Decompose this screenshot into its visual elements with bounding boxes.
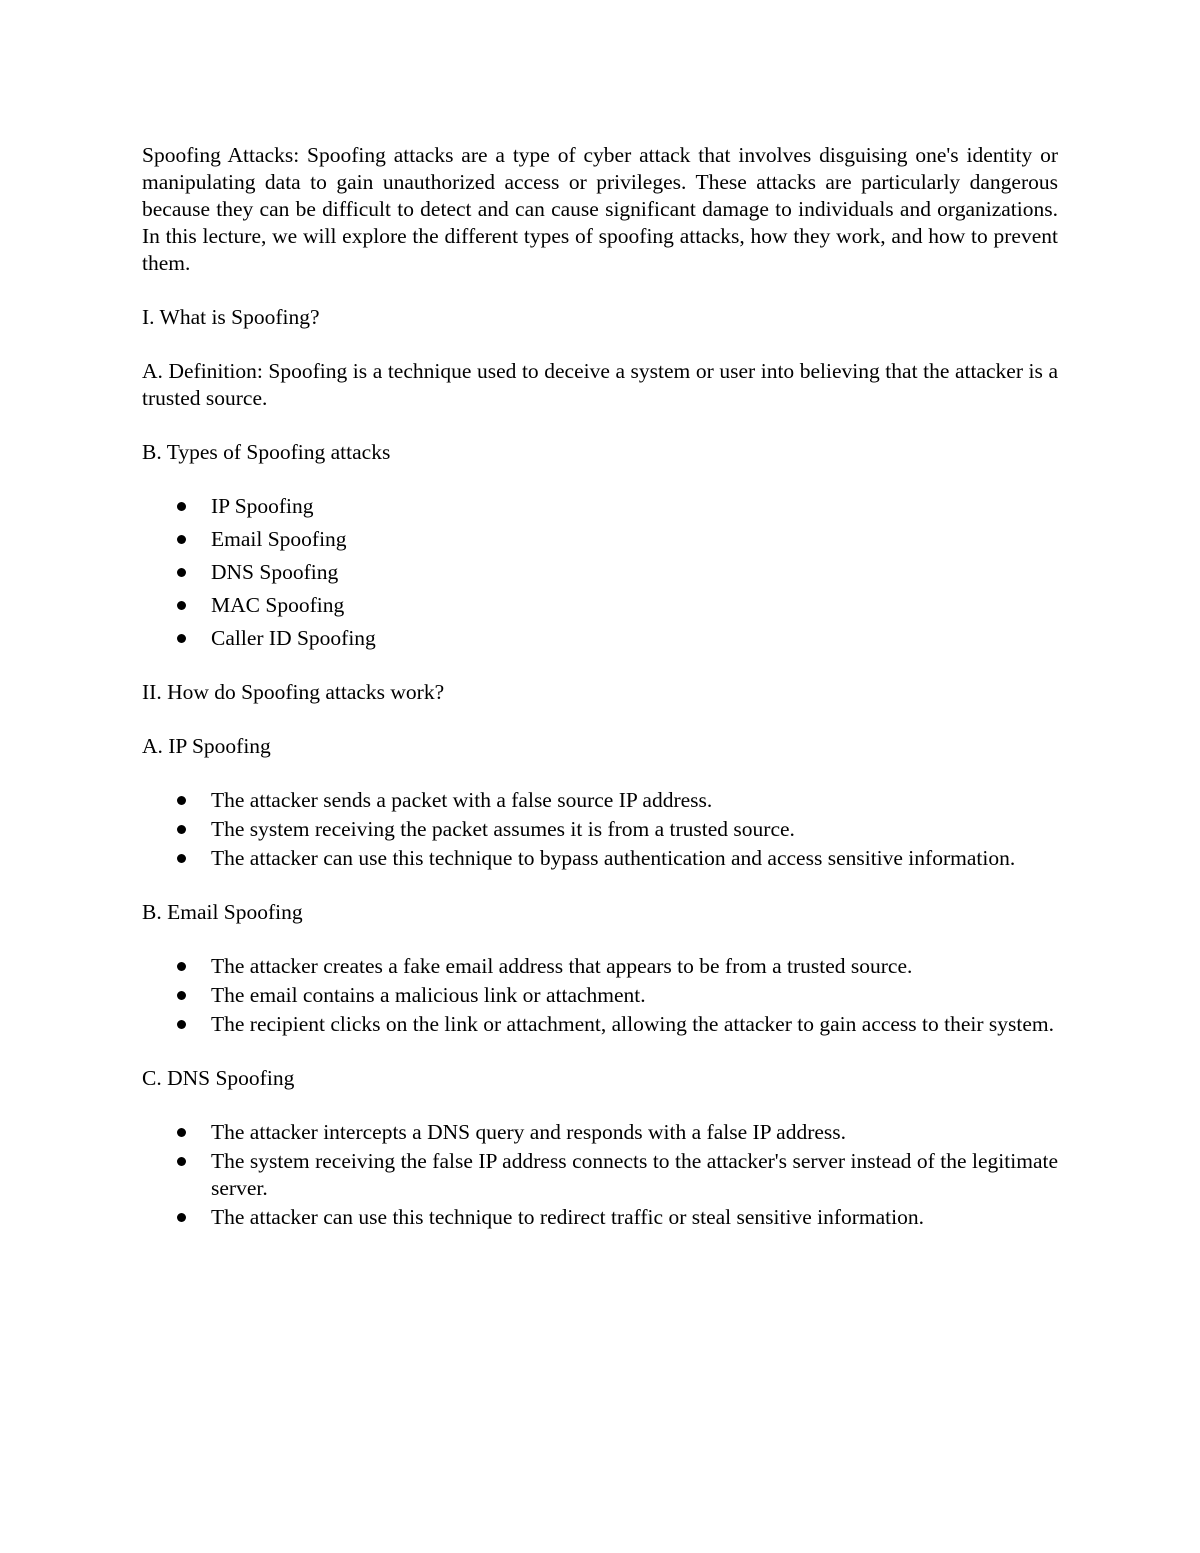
definition-paragraph: A. Definition: Spoofing is a technique used to deceive a system or user into believing that the attacker is a trusted source. — [142, 359, 1058, 410]
list-item-text: MAC Spoofing — [211, 593, 345, 617]
list-item — [142, 787, 1058, 814]
bullet-icon — [177, 1213, 186, 1222]
document-page — [142, 142, 1058, 1258]
list-item — [142, 625, 1058, 652]
list-item — [142, 1204, 1058, 1231]
list-item-text: The attacker creates a fake email address that appears to be from a trusted source. — [211, 954, 913, 978]
list-item — [142, 845, 1058, 872]
bullet-icon — [177, 1128, 186, 1137]
list-item — [142, 559, 1058, 586]
list-item-text: The attacker intercepts a DNS query and responds with a false IP address. — [211, 1120, 847, 1144]
intro-paragraph: Spoofing Attacks: Spoofing attacks are a type of cyber attack that involves disguising one's identity or manipulating data to gain unauthorized access or privileges. These attacks are particularly dangerous because they can be difficult to detect and can cause significant damage to individuals and organizations. In this lecture, we will explore the different types of spoofing attacks, how they work, and how to prevent them. — [142, 143, 1058, 275]
list-item — [142, 526, 1058, 553]
list-item-text: The recipient clicks on the link or attachment, allowing the attacker to gain access to their system. — [211, 1012, 1054, 1036]
dns-spoofing-heading: C. DNS Spoofing — [142, 1066, 295, 1090]
bullet-icon — [177, 634, 186, 643]
types-list — [142, 493, 1058, 652]
list-item — [142, 1148, 1058, 1202]
dns-spoofing-list — [142, 1119, 1058, 1231]
bullet-icon — [177, 1020, 186, 1029]
list-item-text: Email Spoofing — [211, 527, 347, 551]
email-spoofing-list — [142, 953, 1058, 1038]
list-item — [142, 1011, 1058, 1038]
list-item — [142, 592, 1058, 619]
list-item-text: Caller ID Spoofing — [211, 626, 376, 650]
bullet-icon — [177, 825, 186, 834]
list-item-text: The attacker can use this technique to redirect traffic or steal sensitive information. — [211, 1205, 925, 1229]
list-item — [142, 1119, 1058, 1146]
list-item-text: The system receiving the packet assumes it is from a trusted source. — [211, 817, 795, 841]
types-heading: B. Types of Spoofing attacks — [142, 440, 391, 464]
list-item — [142, 953, 1058, 980]
section-1-title: I. What is Spoofing? — [142, 305, 320, 329]
list-item — [142, 982, 1058, 1009]
bullet-icon — [177, 962, 186, 971]
bullet-icon — [177, 991, 186, 1000]
list-item-text: The attacker can use this technique to bypass authentication and access sensitive information. — [211, 846, 1016, 870]
list-item-text: DNS Spoofing — [211, 560, 339, 584]
section-2-title: II. How do Spoofing attacks work? — [142, 680, 445, 704]
email-spoofing-heading: B. Email Spoofing — [142, 900, 303, 924]
list-item — [142, 816, 1058, 843]
bullet-icon — [177, 796, 186, 805]
list-item-text: The attacker sends a packet with a false source IP address. — [211, 788, 713, 812]
list-item — [142, 493, 1058, 520]
list-item-text: The email contains a malicious link or attachment. — [211, 983, 646, 1007]
bullet-icon — [177, 601, 186, 610]
ip-spoofing-heading: A. IP Spoofing — [142, 734, 271, 758]
bullet-icon — [177, 854, 186, 863]
ip-spoofing-list — [142, 787, 1058, 872]
list-item-text: IP Spoofing — [211, 494, 314, 518]
list-item-text: The system receiving the false IP address connects to the attacker's server instead of the legitimate server. — [211, 1149, 1058, 1200]
bullet-icon — [177, 502, 186, 511]
bullet-icon — [177, 1157, 186, 1166]
bullet-icon — [177, 568, 186, 577]
bullet-icon — [177, 535, 186, 544]
